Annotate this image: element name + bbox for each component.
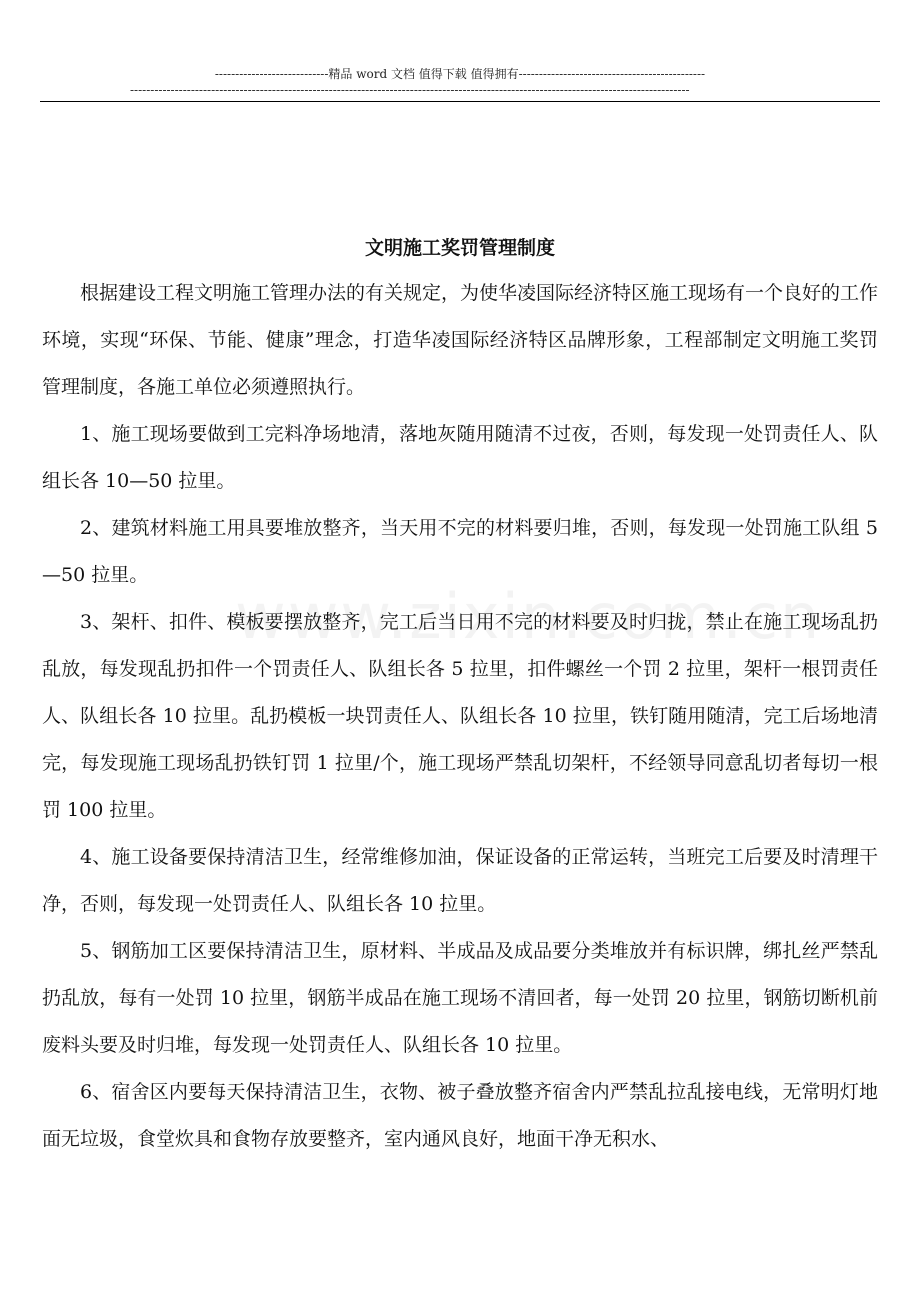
header-banner-text: ----------------------------精品 word 文档 值得下载 值得拥有---------------------------------------------- [214,67,706,81]
rule-paragraph-5: 5、钢筋加工区要保持清洁卫生，原材料、半成品及成品要分类堆放并有标识牌，绑扎丝严禁乱扔乱放，每有一处罚 10 拉里，钢筋半成品在施工现场不清回者，每一处罚 20 拉里，钢筋切断机前废料头要及时归堆，每发现一处罚责任人、队组长各 10 拉里。 [42,940,878,1056]
rule-paragraph-2: 2、建筑材料施工用具要堆放整齐，当天用不完的材料要归堆，否则，每发现一处罚施工队组 5—50 拉里。 [42,517,878,586]
rule-paragraph-4: 4、施工设备要保持清洁卫生，经常维修加油，保证设备的正常运转，当班完工后要及时清理干净，否则，每发现一处罚责任人、队组长各 10 拉里。 [42,846,878,915]
header-rule [40,101,880,102]
rule-paragraph-1: 1、施工现场要做到工完料净场地清，落地灰随用随清不过夜，否则，每发现一处罚责任人、队组长各 10—50 拉里。 [42,423,878,492]
intro-paragraph: 根据建设工程文明施工管理办法的有关规定，为使华凌国际经济特区施工现场有一个良好的工作环境，实现“环保、节能、健康”理念，打造华凌国际经济特区品牌形象，工程部制定文明施工奖罚管理制度，各施工单位必须遵照执行。 [42,282,879,398]
document-body [42,226,878,1163]
document-title: 文明施工奖罚管理制度 [364,237,555,259]
rule-paragraph-6: 6、宿舍区内要每天保持清洁卫生，衣物、被子叠放整齐宿舍内严禁乱拉乱接电线，无常明灯地面无垃圾，食堂炊具和食物存放要整齐，室内通风良好，地面干净无积水、 [42,1081,878,1150]
header-dashed-line: ------------------------------------------------------------------------------------------------------------------------------------------ [130,83,690,97]
rule-paragraph-3: 3、架杆、扣件、模板要摆放整齐，完工后当日用不完的材料要及时归拢，禁止在施工现场乱扔乱放，每发现乱扔扣件一个罚责任人、队组长各 5 拉里，扣件螺丝一个罚 2 拉里，架杆一根罚责任人、队组长各 10 拉里。乱扔模板一块罚责任人、队组长各 10 拉里，铁钉随用随清，完工后场地清完，每发现施工现场乱扔铁钉罚 1 拉里/个，施工现场严禁乱切架杆，不经领导同意乱切者每切一根罚 100 拉里。 [42,611,878,821]
page-header [0,0,920,104]
